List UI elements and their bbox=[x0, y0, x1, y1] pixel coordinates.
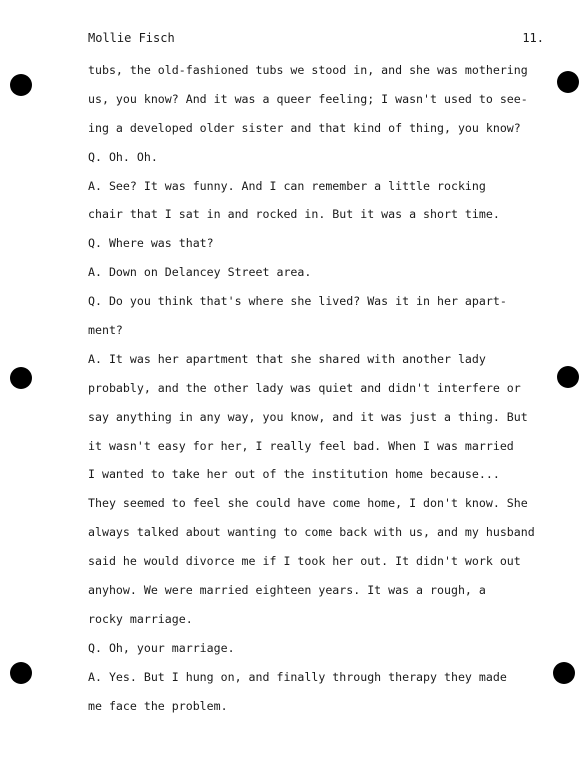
transcript-line: ing a developed older sister and that kind of thing, you know? bbox=[88, 120, 521, 135]
interviewee-name: Mollie Fisch bbox=[88, 31, 175, 45]
transcript-line: Q. Oh, your marriage. bbox=[88, 640, 235, 655]
transcript-line: probably, and the other lady was quiet and didn't interfere or bbox=[88, 380, 521, 395]
transcript-line: A. It was her apartment that she shared with another lady bbox=[88, 351, 486, 366]
transcript-line: A. See? It was funny. And I can remember a little rocking bbox=[88, 178, 486, 193]
transcript-body bbox=[88, 60, 548, 724]
transcript-line: chair that I sat in and rocked in. But it was a short time. bbox=[88, 207, 500, 222]
punch-hole-right-middle bbox=[557, 366, 579, 388]
transcript-line: ment? bbox=[88, 323, 123, 338]
transcript-line: say anything in any way, you know, and it was just a thing. But bbox=[88, 409, 528, 424]
transcript-line: Q. Do you think that's where she lived? Was it in her apart- bbox=[88, 294, 507, 309]
punch-hole-left-top bbox=[10, 74, 32, 96]
transcript-line: Q. Where was that? bbox=[88, 236, 214, 251]
punch-hole-left-bottom bbox=[10, 662, 32, 684]
transcript-line: always talked about wanting to come back with us, and my husband bbox=[88, 525, 535, 540]
punch-hole-left-middle bbox=[10, 367, 32, 389]
transcript-line: said he would divorce me if I took her out. It didn't work out bbox=[88, 554, 521, 569]
transcript-line: anyhow. We were married eighteen years. It was a rough, a bbox=[88, 583, 486, 598]
transcript-line: I wanted to take her out of the institution home because... bbox=[88, 467, 500, 482]
punch-hole-right-top bbox=[557, 71, 579, 93]
transcript-line: A. Down on Delancey Street area. bbox=[88, 265, 312, 280]
transcript-line: me face the problem. bbox=[88, 698, 228, 713]
transcript-line: tubs, the old-fashioned tubs we stood in, and she was mothering bbox=[88, 63, 528, 77]
transcript-line: Q. Oh. Oh. bbox=[88, 149, 158, 164]
page-number: 11. bbox=[522, 31, 544, 45]
transcript-line: They seemed to feel she could have come home, I don't know. She bbox=[88, 496, 528, 511]
punch-hole-right-bottom bbox=[553, 662, 575, 684]
transcript-line: rocky marriage. bbox=[88, 611, 193, 626]
page-header bbox=[88, 31, 544, 49]
transcript-line: A. Yes. But I hung on, and finally through therapy they made bbox=[88, 669, 507, 684]
transcript-line: us, you know? And it was a queer feeling; I wasn't used to see- bbox=[88, 91, 528, 106]
transcript-line: it wasn't easy for her, I really feel bad. When I was married bbox=[88, 438, 514, 453]
